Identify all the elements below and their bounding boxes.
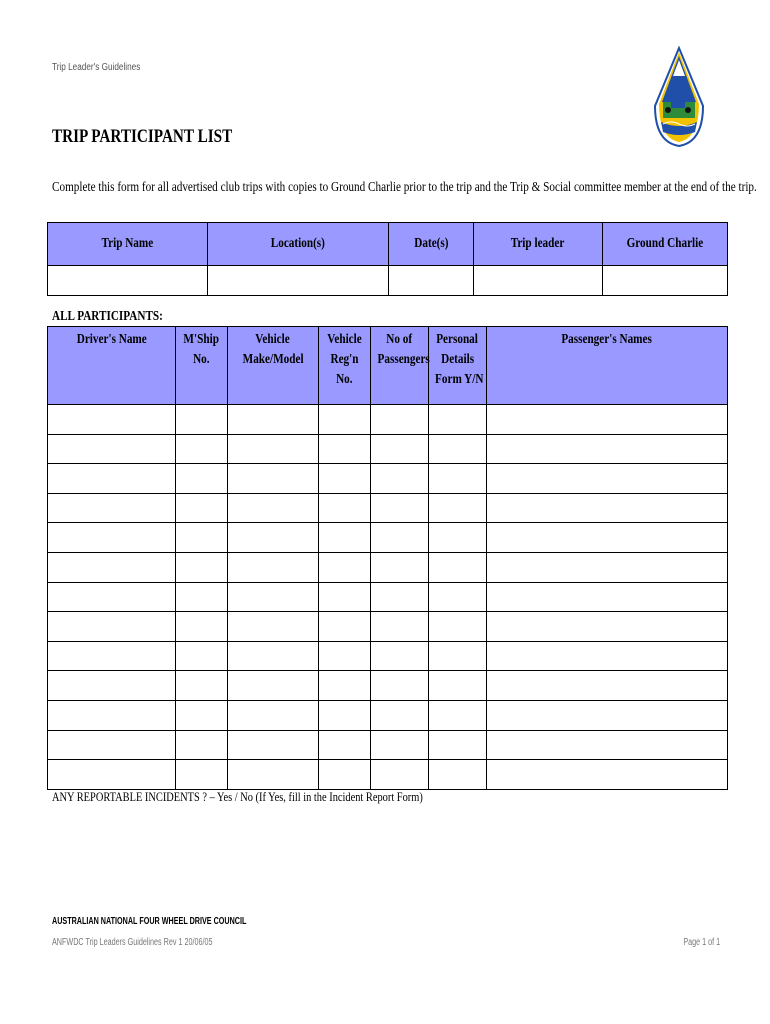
participant-row	[48, 405, 728, 435]
vehicle-rego-cell[interactable]	[319, 641, 371, 671]
vehicle-rego-header: Vehicle Reg'n No.	[319, 327, 371, 405]
location-field[interactable]	[208, 266, 389, 296]
driver-name-cell[interactable]	[48, 641, 176, 671]
membership-no-cell[interactable]	[176, 493, 228, 523]
passenger-names-cell[interactable]	[487, 405, 728, 435]
driver-name-cell[interactable]	[48, 671, 176, 701]
vehicle-make-cell[interactable]	[228, 523, 319, 553]
passenger-names-cell[interactable]	[487, 641, 728, 671]
passenger-names-cell[interactable]	[487, 760, 728, 790]
driver-name-cell[interactable]	[48, 405, 176, 435]
passenger-names-cell[interactable]	[487, 730, 728, 760]
all-participants-label: ALL PARTICIPANTS:	[52, 309, 163, 324]
council-crest-icon	[651, 46, 707, 148]
footer-revision: ANFWDC Trip Leaders Guidelines Rev 1 20/06/05	[52, 937, 213, 948]
vehicle-rego-cell[interactable]	[319, 434, 371, 464]
personal-details-cell[interactable]	[429, 760, 487, 790]
trip-leader-field[interactable]	[474, 266, 603, 296]
participant-row	[48, 760, 728, 790]
driver-name-cell[interactable]	[48, 493, 176, 523]
participants-table	[47, 326, 728, 790]
membership-no-cell[interactable]	[176, 582, 228, 612]
passenger-names-cell[interactable]	[487, 493, 728, 523]
vehicle-make-cell[interactable]	[228, 730, 319, 760]
header-title: Trip Leader's Guidelines	[52, 62, 141, 73]
membership-no-cell[interactable]	[176, 760, 228, 790]
vehicle-rego-cell[interactable]	[319, 730, 371, 760]
participant-row	[48, 434, 728, 464]
vehicle-make-cell[interactable]	[228, 700, 319, 730]
trip-leader-header: Trip leader	[474, 223, 603, 266]
vehicle-make-cell[interactable]	[228, 641, 319, 671]
participant-row	[48, 641, 728, 671]
participant-row	[48, 552, 728, 582]
footer-page-number: Page 1 of 1	[683, 937, 720, 948]
passenger-count-cell[interactable]	[371, 700, 429, 730]
passenger-count-cell[interactable]	[371, 434, 429, 464]
passenger-names-cell[interactable]	[487, 434, 728, 464]
membership-no-cell[interactable]	[176, 700, 228, 730]
passenger-count-cell[interactable]	[371, 464, 429, 494]
vehicle-make-cell[interactable]	[228, 760, 319, 790]
passenger-count-cell[interactable]	[371, 493, 429, 523]
location-header: Location(s)	[208, 223, 389, 266]
passenger-count-cell[interactable]	[371, 760, 429, 790]
passenger-names-cell[interactable]	[487, 582, 728, 612]
passenger-names-cell[interactable]	[487, 612, 728, 642]
passenger-count-cell[interactable]	[371, 671, 429, 701]
passenger-names-cell[interactable]	[487, 552, 728, 582]
participants-header-row	[48, 327, 728, 405]
vehicle-make-cell[interactable]	[228, 671, 319, 701]
participant-row	[48, 523, 728, 553]
membership-no-header: M'Ship No.	[176, 327, 228, 405]
membership-no-cell[interactable]	[176, 730, 228, 760]
membership-no-cell[interactable]	[176, 523, 228, 553]
trip-name-header: Trip Name	[48, 223, 208, 266]
membership-no-cell[interactable]	[176, 434, 228, 464]
passenger-count-cell[interactable]	[371, 582, 429, 612]
participant-row	[48, 612, 728, 642]
personal-details-cell[interactable]	[429, 552, 487, 582]
personal-details-cell[interactable]	[429, 493, 487, 523]
personal-details-cell[interactable]	[429, 434, 487, 464]
vehicle-make-cell[interactable]	[228, 612, 319, 642]
driver-name-cell[interactable]	[48, 464, 176, 494]
personal-details-cell[interactable]	[429, 641, 487, 671]
passenger-count-cell[interactable]	[371, 730, 429, 760]
membership-no-cell[interactable]	[176, 671, 228, 701]
personal-details-cell[interactable]	[429, 730, 487, 760]
participant-row	[48, 582, 728, 612]
passenger-count-cell[interactable]	[371, 612, 429, 642]
vehicle-rego-cell[interactable]	[319, 405, 371, 435]
drivers-name-header: Driver's Name	[48, 327, 176, 405]
driver-name-cell[interactable]	[48, 523, 176, 553]
participant-row	[48, 730, 728, 760]
personal-details-cell[interactable]	[429, 582, 487, 612]
participant-row	[48, 464, 728, 494]
participant-row	[48, 493, 728, 523]
personal-details-cell[interactable]	[429, 405, 487, 435]
membership-no-cell[interactable]	[176, 612, 228, 642]
membership-no-cell[interactable]	[176, 405, 228, 435]
vehicle-make-header: Vehicle Make/Model	[228, 327, 319, 405]
ground-charlie-header: Ground Charlie	[603, 223, 728, 266]
membership-no-cell[interactable]	[176, 464, 228, 494]
passenger-count-cell[interactable]	[371, 552, 429, 582]
vehicle-make-cell[interactable]	[228, 582, 319, 612]
ground-charlie-field[interactable]	[603, 266, 728, 296]
personal-details-header: Personal Details Form Y/N	[429, 327, 487, 405]
participant-row	[48, 700, 728, 730]
trip-details-table	[47, 222, 728, 296]
passenger-count-cell[interactable]	[371, 405, 429, 435]
vehicle-rego-cell[interactable]	[319, 552, 371, 582]
driver-name-cell[interactable]	[48, 730, 176, 760]
vehicle-rego-cell[interactable]	[319, 671, 371, 701]
personal-details-cell[interactable]	[429, 671, 487, 701]
dates-header: Date(s)	[389, 223, 474, 266]
passenger-names-cell[interactable]	[487, 700, 728, 730]
vehicle-make-cell[interactable]	[228, 405, 319, 435]
participant-row	[48, 671, 728, 701]
driver-name-cell[interactable]	[48, 552, 176, 582]
vehicle-make-cell[interactable]	[228, 464, 319, 494]
form-title: TRIP PARTICIPANT LIST	[52, 126, 233, 147]
vehicle-make-cell[interactable]	[228, 552, 319, 582]
driver-name-cell[interactable]	[48, 434, 176, 464]
driver-name-cell[interactable]	[48, 612, 176, 642]
dates-field[interactable]	[389, 266, 474, 296]
driver-name-cell[interactable]	[48, 760, 176, 790]
personal-details-cell[interactable]	[429, 612, 487, 642]
vehicle-rego-cell[interactable]	[319, 523, 371, 553]
incidents-note: ANY REPORTABLE INCIDENTS ? – Yes / No (If Yes, fill in the Incident Report Form)	[52, 789, 423, 804]
footer-organization: AUSTRALIAN NATIONAL FOUR WHEEL DRIVE COUNCIL	[52, 916, 247, 927]
personal-details-cell[interactable]	[429, 700, 487, 730]
passenger-names-cell[interactable]	[487, 671, 728, 701]
trip-name-field[interactable]	[48, 266, 208, 296]
passenger-count-header: No of Passengers	[371, 327, 429, 405]
membership-no-cell[interactable]	[176, 641, 228, 671]
driver-name-cell[interactable]	[48, 582, 176, 612]
vehicle-make-cell[interactable]	[228, 434, 319, 464]
form-instructions: Complete this form for all advertised club trips with copies to Ground Charlie prior to the trip and the Trip & Social committee member at the end of the trip.	[52, 180, 757, 195]
trip-header-row	[48, 223, 728, 266]
passenger-names-cell[interactable]	[487, 523, 728, 553]
passenger-names-cell[interactable]	[487, 464, 728, 494]
trip-entry-row	[48, 266, 728, 296]
vehicle-rego-cell[interactable]	[319, 493, 371, 523]
vehicle-rego-cell[interactable]	[319, 760, 371, 790]
passenger-count-cell[interactable]	[371, 523, 429, 553]
vehicle-make-cell[interactable]	[228, 493, 319, 523]
personal-details-cell[interactable]	[429, 464, 487, 494]
personal-details-cell[interactable]	[429, 523, 487, 553]
vehicle-rego-cell[interactable]	[319, 582, 371, 612]
membership-no-cell[interactable]	[176, 552, 228, 582]
vehicle-rego-cell[interactable]	[319, 464, 371, 494]
passenger-names-header: Passenger's Names	[487, 327, 728, 405]
driver-name-cell[interactable]	[48, 700, 176, 730]
passenger-count-cell[interactable]	[371, 641, 429, 671]
vehicle-rego-cell[interactable]	[319, 612, 371, 642]
vehicle-rego-cell[interactable]	[319, 700, 371, 730]
